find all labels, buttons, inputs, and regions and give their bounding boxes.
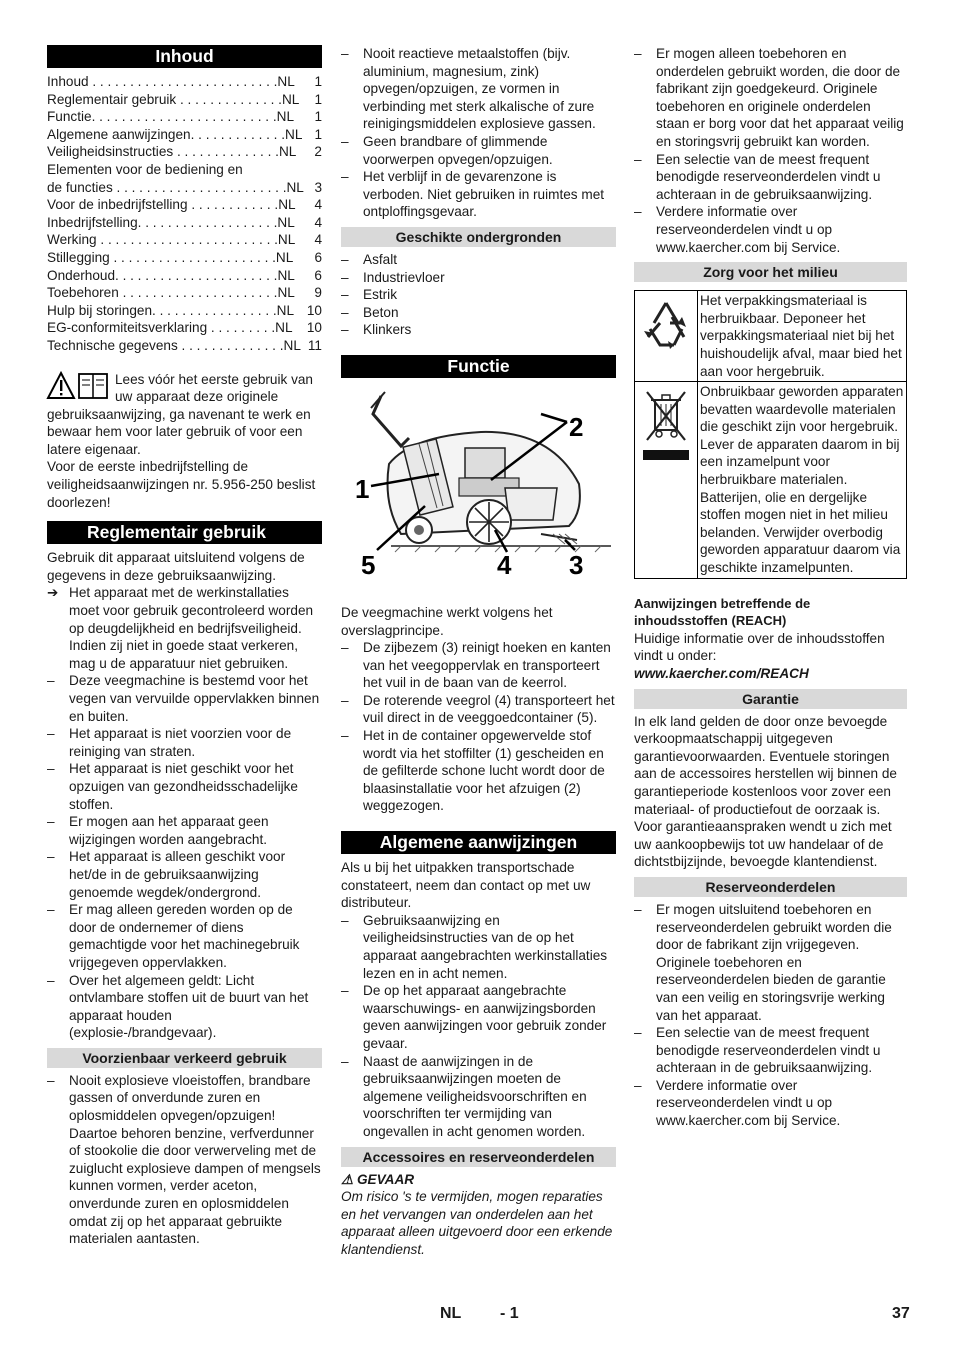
algemeen-heading: Algemene aanwijzingen — [341, 831, 616, 854]
toc-lang: NL — [277, 232, 296, 248]
functie-item: – De zijbezem (3) reinigt hoeken en kanten van het veegoppervlak en transporteert het vuil in de baan van de keerrol. — [341, 639, 616, 692]
toc-lang: NL — [278, 144, 297, 160]
toc-row[interactable] — [47, 91, 322, 109]
toc-page: 4 — [314, 214, 322, 230]
ondergrond-item: – Klinkers — [341, 321, 616, 339]
toc-title: Inhoud . . . . . . . . . . . . . . . . . . . . . . . . . — [47, 74, 278, 89]
functie-heading: Functie — [341, 355, 616, 378]
toc-lang: NL — [281, 91, 300, 107]
toc-lang: NL — [277, 214, 295, 230]
column-2 — [341, 45, 616, 1259]
toc-page: 1 — [314, 91, 322, 107]
toc-title: Elementen voor de bediening en — [47, 161, 243, 177]
reglementair-item: – Er mogen aan het apparaat geen wijzigingen worden aangebracht. — [47, 813, 322, 848]
warning-manual-icon — [47, 371, 111, 401]
verkeerd-heading: Voorzienbaar verkeerd gebruik — [47, 1048, 322, 1068]
milieu-row-bin — [635, 382, 906, 578]
warning-text-2: Voor de eerste inbedrijfstelling de veiligheidsaanwijzingen nr. 5.956-250 beslist doorlezen! — [47, 459, 316, 510]
toc-page: 4 — [314, 197, 322, 213]
toc-lang: NL — [277, 267, 295, 283]
reglementair-arrow-item: ➔ Het apparaat met de werkinstallaties moet voor gebruik gecontroleerd worden op deugdelijkheid en bedrijfsveiligheid. Indien zij niet in goede staat verkeren, mag u de apparatuur niet gebruiken. — [47, 585, 314, 671]
toc-title: Reglementair gebruik . . . . . . . . . . . . . . — [47, 91, 282, 107]
algemeen-list — [341, 912, 616, 1141]
gevaar-text: Om risico 's te vermijden, mogen reparaties en het vervangen van onderdelen aan het apparaat alleen uitgevoerd door een erkende klantendienst. — [341, 1189, 613, 1257]
toc-lang — [258, 161, 298, 179]
reserve-list — [634, 901, 907, 1130]
toc-row[interactable] — [47, 302, 322, 320]
reactive-item: – Het verblijf in de gevarenzone is verboden. Niet gebruiken in ruimtes met ontploffingsgevaar. — [341, 168, 616, 221]
fig-label-1: 1 — [355, 473, 370, 504]
reglementair-heading: Reglementair gebruik — [47, 521, 322, 544]
fig-label-3: 3 — [569, 549, 584, 580]
toc-page: 10 — [306, 320, 322, 336]
toc-row[interactable] — [47, 73, 322, 91]
toc-row[interactable] — [47, 267, 322, 285]
toc-row[interactable] — [47, 143, 322, 161]
ondergrond-item: – Beton — [341, 304, 616, 322]
toc-row[interactable] — [47, 249, 322, 267]
toc-row[interactable] — [47, 337, 322, 355]
reglementair-item: – Het apparaat is niet voorzien voor de reiniging van straten. — [47, 725, 322, 760]
toebehoren-list — [634, 45, 907, 256]
inhoud-heading: Inhoud — [47, 45, 322, 68]
toc-row[interactable] — [47, 179, 322, 197]
toc-lang: NL — [283, 337, 301, 353]
toc-page: 1 — [314, 109, 322, 125]
toc-row[interactable] — [47, 161, 322, 179]
toc-row[interactable] — [47, 196, 322, 214]
reserve-item: – Verdere informatie over reserveonderdelen vindt u op www.kaercher.com bij Service. — [634, 1077, 907, 1130]
toc-row[interactable] — [47, 126, 322, 144]
reglementair-item: – Deze veegmachine is bestemd voor het vegen van vervuilde oppervlakken binnen en buiten. — [47, 672, 322, 725]
reserve-item: – Een selectie van de meest frequent benodigde reserveonderdelen vindt u achteraan in de gebruiksaanwijzing. — [634, 1024, 907, 1077]
reach-url[interactable]: www.kaercher.com/REACH — [634, 666, 809, 681]
toc-title: Onderhoud. . . . . . . . . . . . . . . . . . . . . . — [47, 267, 278, 283]
toc-lang: NL — [278, 197, 296, 213]
toc-page: 1 — [314, 74, 322, 89]
verkeerd-list — [47, 1072, 322, 1248]
milieu-table — [634, 290, 907, 579]
reactive-item: – Geen brandbare of glimmende voorwerpen opvegen/opzuigen. — [341, 133, 616, 168]
toc-page: 4 — [314, 232, 322, 248]
toc-lang: NL — [275, 249, 294, 265]
toc-lang: NL — [276, 302, 295, 318]
toc-row[interactable] — [47, 284, 322, 302]
reserve-heading: Reserveonderdelen — [634, 877, 907, 897]
algemeen-item: – Gebruiksaanwijzing en veiligheidsinstructies van de op het apparaat aangebrachten werkinstallaties lezen en in acht nemen. — [341, 912, 616, 982]
toc-lang: NL — [277, 74, 295, 89]
toc-row[interactable] — [47, 108, 322, 126]
ondergrond-heading: Geschikte ondergronden — [341, 227, 616, 247]
milieu-text-2: Onbruikbaar geworden apparaten bevatten waardevolle materialen die geschikt zijn voor hergebruik. Lever de apparaten daarom in bij een inzamelpunt voor herbruikbare materialen. Batterijen, olie en dergelijke stoffen mogen niet in het milieu belanden. Verwijder overbodig geworden apparatuur daarom via geschikte inzamelpunten. — [700, 384, 904, 576]
toebehoren-item: – Verdere informatie over reserveonderdelen vindt u op www.kaercher.com bij Service. — [634, 203, 907, 256]
ondergrond-item: – Industrievloer — [341, 269, 616, 287]
functie-list — [341, 639, 616, 815]
sweeper-diagram — [341, 384, 616, 594]
toc-row[interactable] — [47, 231, 322, 249]
toc-page: 10 — [306, 302, 322, 318]
reactive-list — [341, 45, 616, 221]
page-number: 37 — [892, 1305, 910, 1322]
toc-page: 9 — [314, 285, 322, 301]
toc-page: 1 — [314, 126, 322, 142]
reglementair-item: – Over het algemeen geldt: Licht ontvlambare stoffen uit de buurt van het apparaat houden (explosie-/brandgevaar). — [47, 972, 322, 1042]
reglementair-list — [47, 672, 322, 1041]
toc-title: Veiligheidsinstructies . . . . . . . . . . . . . . — [47, 144, 279, 160]
footer-lang: NL — [440, 1305, 462, 1322]
reglementair-item: – Er mag alleen gereden worden op de door de ondernemer of diens gemachtigde voor het machinegebruik vrijgegeven oppervlakken. — [47, 901, 322, 971]
footer-sub: - 1 — [500, 1305, 519, 1322]
garantie-heading: Garantie — [634, 689, 907, 709]
verkeerd-item: – Nooit explosieve vloeistoffen, brandbare gassen of onverdunde zuren en oplosmiddelen opvegen/opzuigen! Daartoe behoren benzine, verfverdunner of stookolie die door verwerveling met de zuiglucht explosieve dampen of mengsels kunnen vormen, verder aceton, onverdunde zuren en oplosmiddelen omdat zij op het apparaat gebruikte materialen aantasten. — [47, 1072, 322, 1248]
toc-page — [298, 161, 322, 179]
toc-page: 3 — [314, 179, 322, 195]
toc-title: Hulp bij storingen. . . . . . . . . . . . . . . . . — [47, 302, 277, 318]
toc-title: Voor de inbedrijfstelling . . . . . . . . . . . . — [47, 197, 279, 213]
algemeen-item: – Naast de aanwijzingen in de gebruiksaanwijzingen moeten de algemene veiligheidsvoorschriften en voorschriften ter vermijding van ongevallen in acht genomen worden. — [341, 1053, 616, 1141]
warning-triangle-icon: ⚠ — [341, 1171, 354, 1187]
functie-item: – Het in de container opgewervelde stof wordt via het stoffilter (1) gescheiden en de gefilterde schone lucht wordt door de blaasinstallatie voor het afzuigen (2) weggezogen. — [341, 727, 616, 815]
gevaar-label: GEVAAR — [356, 1171, 415, 1187]
toc-page: 11 — [307, 337, 322, 353]
column-3 — [634, 45, 907, 1130]
garantie-text: In elk land gelden de door onze bevoegde verkoopmaatschappij uitgegeven garantievoorwaarden. Eventuele storingen aan de accessoires herstellen wij binnen de garantieperiode kostenloos voor zover een materiaal- of productiefout de oorzaak is. Voor garantieaanspraken wendt u zich met uw aankoopbewijs tot uw handelaar of de dichtstbijzijnde, bevoegde klantendienst. — [634, 713, 897, 870]
functie-intro: De veegmachine werkt volgens het overslagprincipe. — [341, 604, 553, 638]
milieu-heading: Zorg voor het milieu — [634, 262, 907, 282]
toc-row[interactable] — [47, 319, 322, 337]
toc-lang: NL — [276, 109, 295, 125]
warning-text-1: Lees vóór het eerste gebruik van uw apparaat deze originele gebruiksaanwijzing, ga navenant te werk en bewaar hem voor later gebruik of voor een latere eigenaar. — [47, 371, 313, 457]
toc-title: Technische gegevens . . . . . . . . . . . . . . — [47, 337, 284, 353]
toc-title: Toebehoren . . . . . . . . . . . . . . . . . . . . . — [47, 285, 278, 301]
toc-title: de functies . . . . . . . . . . . . . . . . . . . . . . . — [47, 179, 287, 195]
toc-title: Functie. . . . . . . . . . . . . . . . . . . . . . . . . — [47, 109, 277, 125]
toc-title: Stillegging . . . . . . . . . . . . . . . . . . . . . . — [47, 249, 276, 265]
toc-lang: NL — [275, 320, 293, 336]
milieu-text-1: Het verpakkingsmateriaal is herbruikbaar. Deponeer het verpakkingsmateriaal niet bij het huishoudelijk afval, maar bied het aan voor hergebruik. — [700, 293, 902, 379]
toc-row[interactable] — [47, 214, 322, 232]
fig-label-4: 4 — [497, 549, 512, 580]
toc-title: Algemene aanwijzingen. . . . . . . . . . . . . — [47, 126, 286, 142]
reglementair-item: – Het apparaat is alleen geschikt voor het/de in de gebruiksaanwijzing genoemde wegdek/ondergrond. — [47, 848, 322, 901]
arrow-right-icon: ➔ — [47, 585, 59, 601]
warning-block — [47, 371, 322, 512]
reactive-item: – Nooit reactieve metaalstoffen (bijv. aluminium, magnesium, zink) opvegen/opzuigen, ze vormen in verbinding met sterk alkalische of zure reinigingsmiddelen explosieve gassen. — [341, 45, 616, 133]
ondergrond-item: – Estrik — [341, 286, 616, 304]
milieu-row-recycle — [635, 291, 906, 382]
ondergrond-list — [341, 251, 616, 339]
toc-page: 6 — [314, 249, 322, 265]
bin-bar — [643, 450, 689, 460]
fig-label-2: 2 — [569, 411, 584, 442]
ondergrond-item: – Asfalt — [341, 251, 616, 269]
column-1 — [47, 45, 322, 1248]
reach-text: Huidige informatie over de inhoudsstoffen vindt u onder: — [634, 630, 885, 664]
crossed-bin-icon — [641, 388, 691, 444]
algemeen-item: – De op het apparaat aangebrachte waarschuwings- en aanwijzingsborden geven aanwijzingen voor gebruik zonder gevaar. — [341, 982, 616, 1052]
reglementair-intro: Gebruik dit apparaat uitsluitend volgens de gegevens in deze gebruiksaanwijzing. — [47, 550, 305, 583]
toc-lang: NL — [286, 179, 304, 195]
toebehoren-item: – Er mogen alleen toebehoren en onderdelen gebruikt worden, die door de fabrikant zijn goedgekeurd. Originele toebehoren en originele onderdelen staan er borg voor dat het apparaat veilig en storingsvrij gebruikt kan worden. — [634, 45, 907, 151]
fig-label-5: 5 — [361, 549, 376, 580]
functie-item: – De roterende veegrol (4) transporteert het vuil direct in de veeggoedcontainer (5). — [341, 692, 616, 727]
toc-title: Werking . . . . . . . . . . . . . . . . . . . . . . . . — [47, 232, 278, 248]
accessoires-heading: Accessoires en reserveonderdelen — [341, 1147, 616, 1167]
toc-page: 2 — [314, 144, 322, 160]
algemeen-intro: Als u bij het uitpakken transportschade constateert, neem dan contact op met uw distributeur. — [341, 860, 591, 911]
reach-heading: Aanwijzingen betreffende de inhoudsstoffen (REACH) — [634, 595, 811, 629]
reglementair-item: – Het apparaat is niet geschikt voor het opzuigen van gezondheidsschadelijke stoffen. — [47, 760, 322, 813]
gevaar-label-row — [341, 1171, 616, 1189]
toc-title: Inbedrijfstelling. . . . . . . . . . . . . . . . . . . — [47, 214, 278, 230]
toc-lang: NL — [277, 285, 295, 301]
toc-title: EG-conformiteitsverklaring . . . . . . . . . — [47, 320, 276, 336]
recycle-icon — [640, 297, 692, 349]
table-of-contents — [47, 73, 322, 355]
reserve-item: – Er mogen uitsluitend toebehoren en reserveonderdelen gebruikt worden die door de fabrikant zijn vrijgegeven. Originele toebehoren en reserveonderdelen bieden de garantie van een veilig en storingsvrije werking van het apparaat. — [634, 901, 907, 1024]
toc-lang: NL — [285, 126, 303, 142]
toebehoren-item: – Een selectie van de meest frequent benodigde reserveonderdelen vindt u achteraan in de gebruiksaanwijzing. — [634, 151, 907, 204]
toc-page: 6 — [314, 267, 322, 283]
